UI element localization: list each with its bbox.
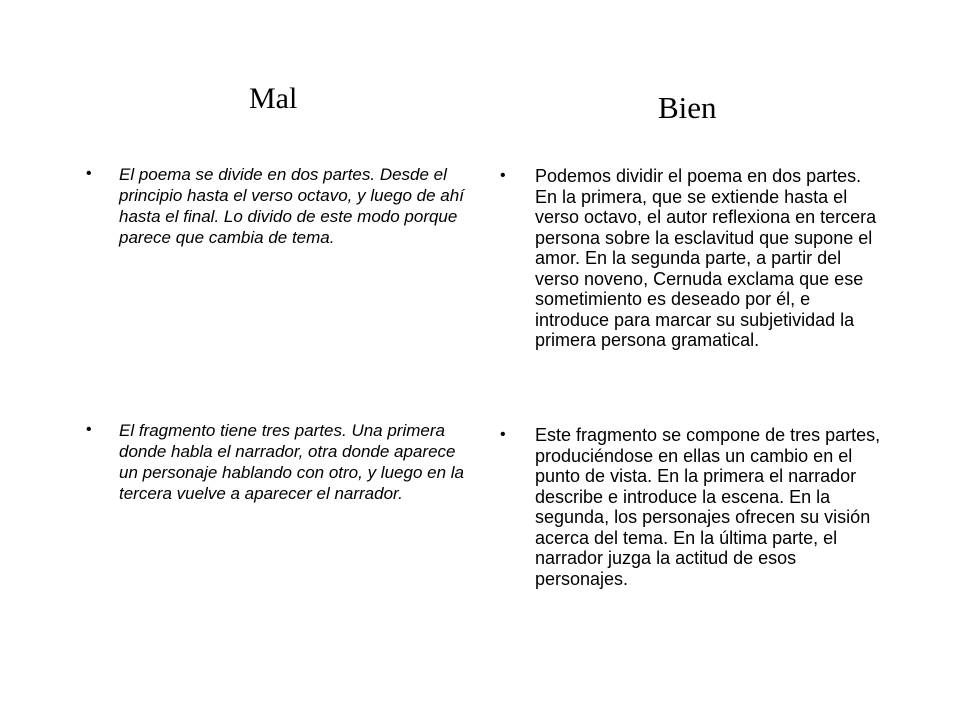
bullet-icon: • <box>500 167 506 184</box>
mal-column-title: Mal <box>249 82 298 115</box>
mal-item-text: El fragmento tiene tres partes. Una primera donde habla el narrador, otra donde aparece un personaje hablando con otro, y luego en la tercera vuelve a aparecer el narrador. <box>119 421 464 503</box>
bullet-icon: • <box>86 165 92 182</box>
mal-item-text: El poema se divide en dos partes. Desde el principio hasta el verso octavo, y luego de ahí hasta el final. Lo divido de este modo porque parece que cambia de tema. <box>119 165 464 247</box>
bien-column-title: Bien <box>658 90 717 125</box>
bien-item-text: Este fragmento se compone de tres partes, produciéndose en ellas un cambio en el punto de vista. En la primera el narrador describe e introduce la escena. En la segunda, los personajes ofrecen su visión acerca del tema. En la última parte, el narrador juzga la actitud de esos personajes. <box>535 425 881 589</box>
bien-item-text: Podemos dividir el poema en dos partes. En la primera, que se extiende hasta el verso octavo, el autor reflexiona en tercera persona sobre la esclavitud que supone el amor. En la segunda parte, a partir del verso noveno, Cernuda exclama que ese sometimiento es deseado por él, e introduce para marcar su subjetividad la primera persona gramatical. <box>535 166 877 350</box>
bullet-icon: • <box>500 426 506 443</box>
bullet-icon: • <box>86 421 92 438</box>
